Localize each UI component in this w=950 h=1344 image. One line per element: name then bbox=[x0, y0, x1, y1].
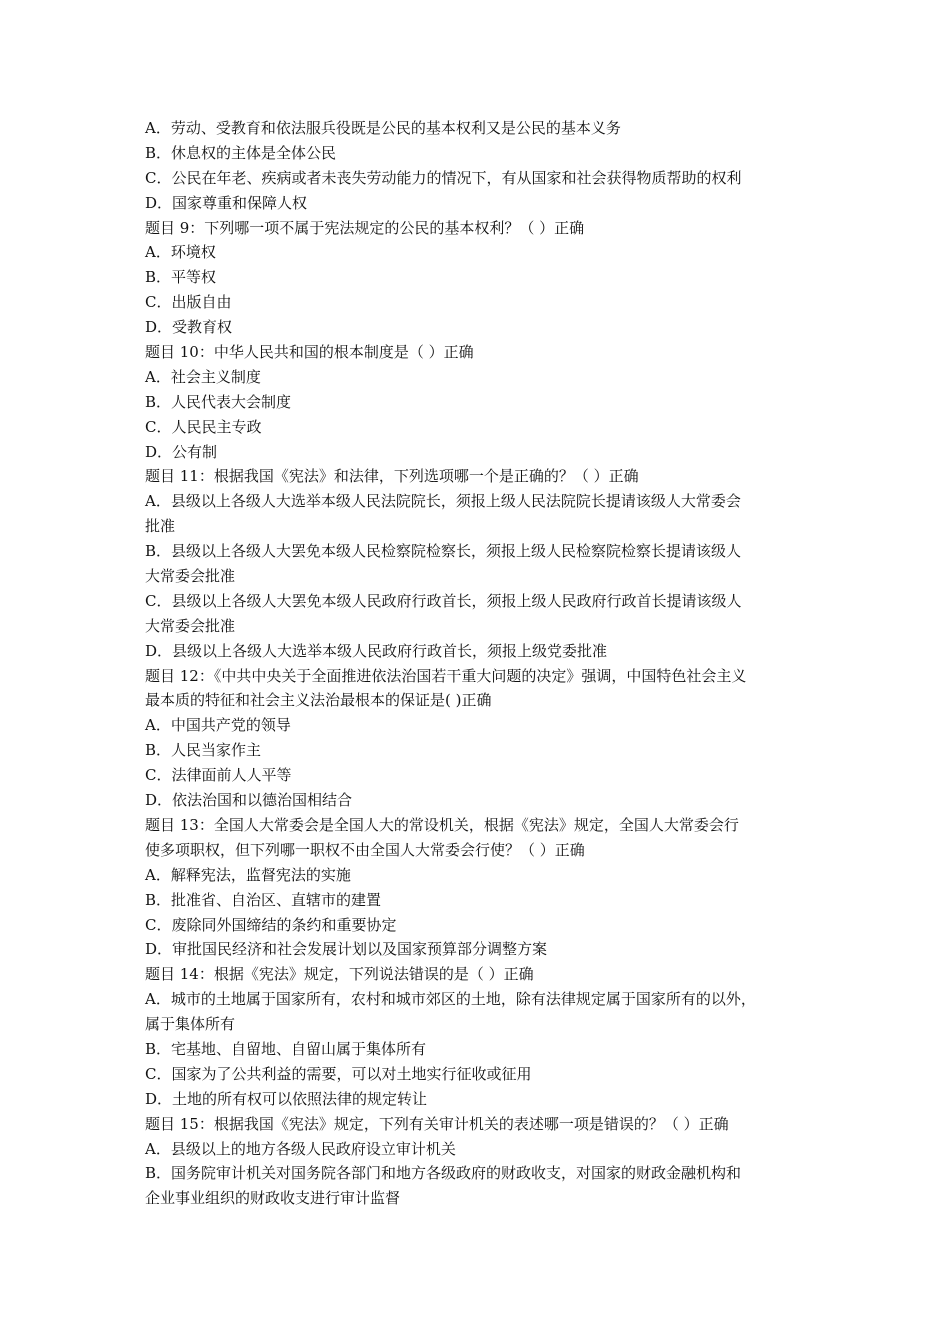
text-line: A．劳动、受教育和依法服兵役既是公民的基本权利又是公民的基本义务 bbox=[145, 119, 621, 137]
text-line: A．环境权 bbox=[145, 243, 216, 262]
text-line: B．人民当家作主 bbox=[145, 741, 262, 760]
question-line: 题目 14：根据《宪法》规定，下列说法错误的是（ ）正确 bbox=[145, 965, 534, 984]
text-line: C．县级以上各级人大罢免本级人民政府行政首长，须报上级人民政府行政首长提请该级人 bbox=[145, 591, 742, 610]
question-line: 题目 13：全国人大常委会是全国人大的常设机关，根据《宪法》规定，全国人大常委会行 bbox=[145, 815, 739, 834]
text-line: D．依法治国和以德治国相结合 bbox=[145, 791, 353, 810]
text-line: A．县级以上的地方各级人民政府设立审计机关 bbox=[145, 1139, 456, 1158]
text-line: A．中国共产党的领导 bbox=[145, 716, 291, 735]
text-line: D．国家尊重和保障人权 bbox=[145, 193, 308, 212]
text-line: A．城市的土地属于国家所有，农村和城市郊区的土地，除有法律规定属于国家所有的以外， bbox=[145, 990, 756, 1009]
text-line: B．休息权的主体是全体公民 bbox=[145, 143, 337, 162]
text-line: D．土地的所有权可以依照法律的规定转让 bbox=[145, 1089, 428, 1108]
text-line: 使多项职权，但下列哪一职权不由全国人大常委会行使？（ ）正确 bbox=[145, 840, 585, 859]
text-line: D．公有制 bbox=[145, 442, 218, 461]
text-line: B．宅基地、自留地、自留山属于集体所有 bbox=[145, 1039, 427, 1058]
text-line: 大常委会批准 bbox=[145, 567, 236, 586]
text-line: D．县级以上各级人大选举本级人民政府行政首长，须报上级党委批准 bbox=[145, 641, 608, 660]
text-line: B．国务院审计机关对国务院各部门和地方各级政府的财政收支，对国家的财政金融机构和 bbox=[145, 1164, 742, 1183]
text-line: B．平等权 bbox=[145, 268, 217, 287]
text-line: 批准 bbox=[145, 517, 176, 536]
text-line: A．社会主义制度 bbox=[145, 367, 261, 386]
question-line: 题目 12：《中共中央关于全面推进依法治国若干重大问题的决定》强调，中国特色社会主义 bbox=[145, 666, 747, 685]
text-line: B．人民代表大会制度 bbox=[145, 392, 292, 411]
question-line: 题目 15：根据我国《宪法》规定，下列有关审计机关的表述哪一项是错误的？（ ）正确 bbox=[145, 1114, 729, 1133]
text-line: 属于集体所有 bbox=[145, 1015, 236, 1034]
text-line: C．废除同外国缔结的条约和重要协定 bbox=[145, 915, 397, 934]
text-line: C．法律面前人人平等 bbox=[145, 766, 292, 785]
text-line: C．公民在年老、疾病或者未丧失劳动能力的情况下，有从国家和社会获得物质帮助的权利 bbox=[145, 168, 742, 187]
text-line: D．受教育权 bbox=[145, 318, 233, 337]
text-line: B．县级以上各级人大罢免本级人民检察院检察长，须报上级人民检察院检察长提请该级人 bbox=[145, 542, 742, 561]
text-line: 大常委会批准 bbox=[145, 616, 236, 635]
text-line: A．解释宪法，监督宪法的实施 bbox=[145, 865, 351, 884]
question-line: 题目 11：根据我国《宪法》和法律，下列选项哪一个是正确的？（ ）正确 bbox=[145, 467, 639, 486]
question-line: 题目 10：中华人民共和国的根本制度是（ ）正确 bbox=[145, 343, 474, 362]
text-line: D．审批国民经济和社会发展计划以及国家预算部分调整方案 bbox=[145, 940, 548, 959]
question-line: 题目 9：下列哪一项不属于宪法规定的公民的基本权利？（ ）正确 bbox=[145, 218, 585, 237]
text-line: C．人民民主专政 bbox=[145, 417, 262, 436]
text-line: C．出版自由 bbox=[145, 293, 232, 312]
text-line: 最本质的特征和社会主义法治最根本的保证是( )正确 bbox=[145, 691, 492, 710]
text-line: A．县级以上各级人大选举本级人民法院院长，须报上级人民法院院长提请该级人大常委会 bbox=[145, 492, 741, 511]
text-line: B．批准省、自治区、直辖市的建置 bbox=[145, 890, 382, 909]
document-body bbox=[145, 116, 810, 1211]
text-line: 企业事业组织的财政收支进行审计监督 bbox=[145, 1189, 401, 1208]
text-line: C．国家为了公共利益的需要，可以对土地实行征收或征用 bbox=[145, 1064, 532, 1083]
